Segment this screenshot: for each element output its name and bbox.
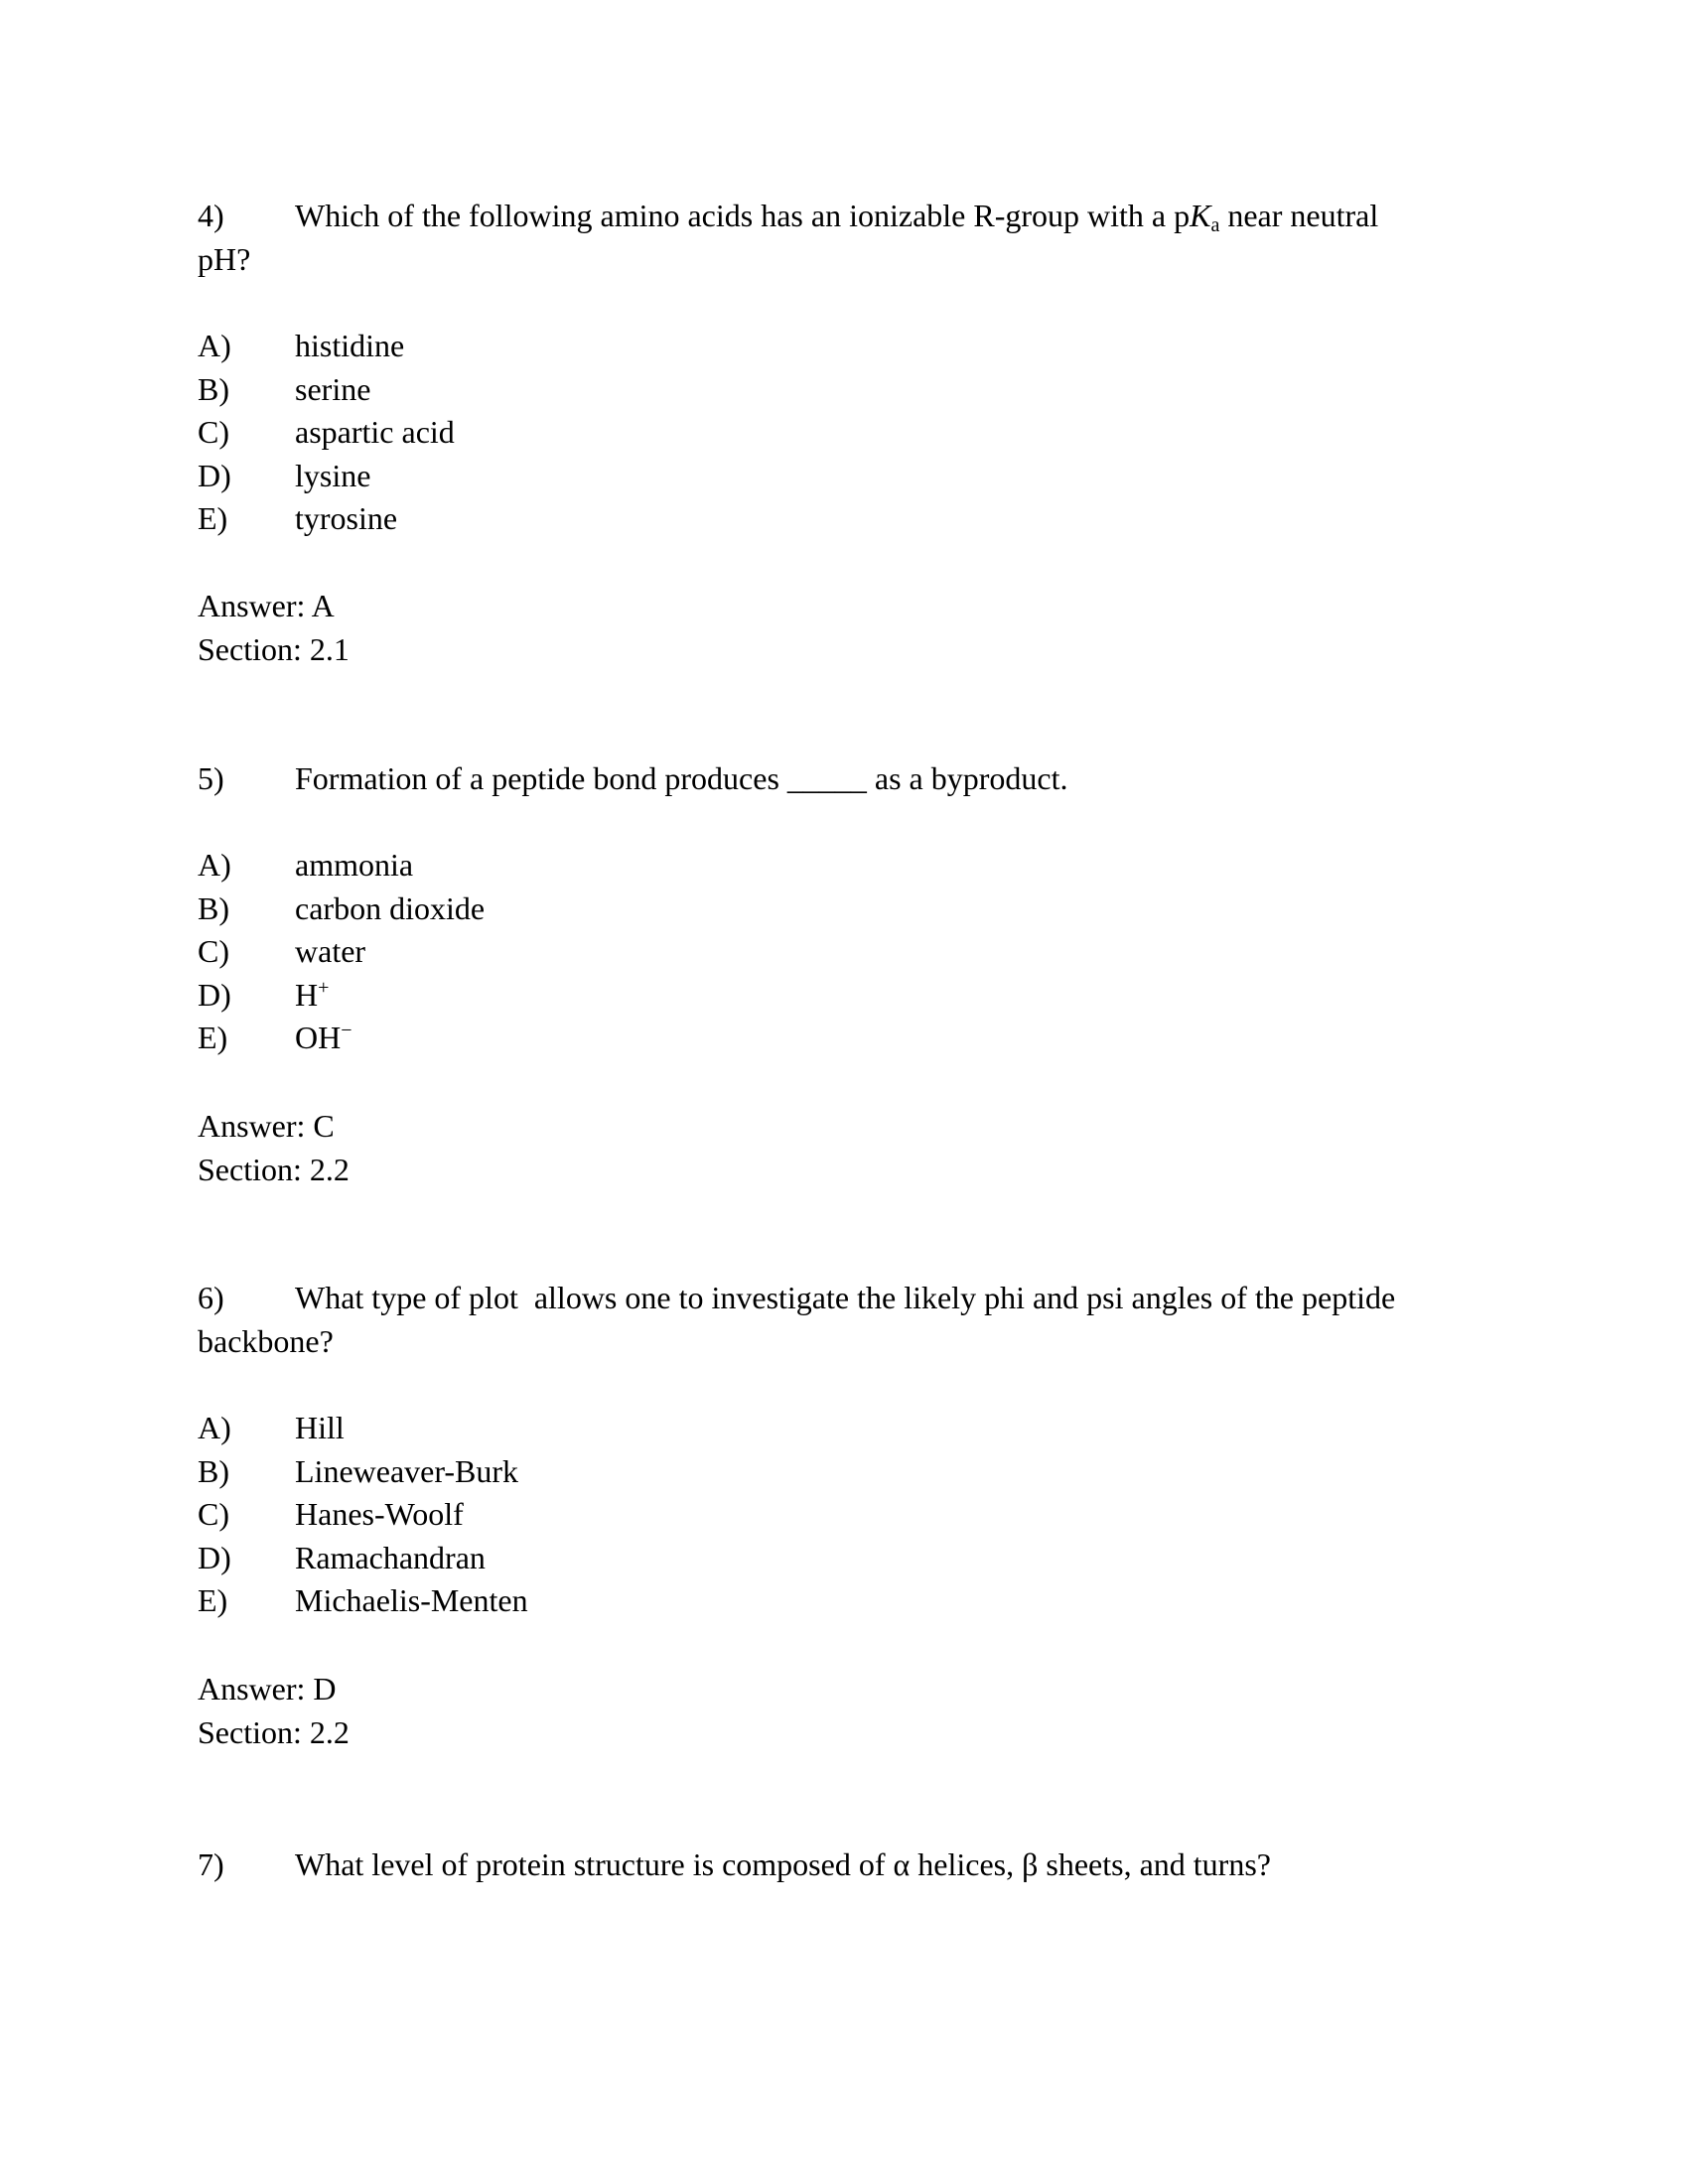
question-4-options (198, 325, 455, 541)
option-b: B) Lineweaver-Burk (198, 1452, 519, 1489)
option-c: C) Hanes-Woolf (198, 1496, 464, 1533)
question-number: 7) (198, 1846, 224, 1882)
option-e: E) OH− (198, 1020, 352, 1056)
option-e: E) Michaelis-Menten (198, 1582, 528, 1619)
question-text: Formation of a peptide bond produces _____ as a byproduct. (295, 760, 1068, 796)
answer-text: Answer: C (198, 1108, 335, 1144)
option-b: B) serine (198, 370, 371, 407)
option-a: A) histidine (198, 328, 405, 363)
question-text: Which of the following amino acids has an ionizable R-group with a $pK_a$ near neutral (295, 198, 1379, 236)
option-e: E) tyrosine (198, 500, 398, 537)
option-d: D) H+ (198, 976, 330, 1013)
question-number: 5) (198, 760, 224, 796)
question-5-options (198, 844, 485, 1060)
question-text-continued: pH? (198, 240, 251, 277)
question-4-stem (198, 195, 1378, 281)
question-number: 4) (198, 198, 224, 233)
answer-text: Answer: A (198, 588, 335, 623)
option-c: C) water (198, 933, 366, 970)
answer-text: Answer: D (198, 1671, 337, 1706)
option-a: A) ammonia (198, 847, 414, 883)
option-d: D) Ramachandran (198, 1539, 486, 1575)
option-d: D) lysine (198, 457, 371, 493)
question-text: What level of protein structure is composed of α helices, β sheets, and turns? (295, 1846, 1271, 1882)
question-6-options (198, 1407, 528, 1623)
question-6-stem (198, 1277, 1395, 1363)
question-5-answer (198, 1105, 350, 1191)
question-text: What type of plot allows one to investigate the likely phi and psi angles of the peptide (295, 1280, 1396, 1315)
section-text: Section: 2.2 (198, 1151, 350, 1187)
question-number: 6) (198, 1280, 224, 1315)
question-6-answer (198, 1668, 350, 1754)
section-text: Section: 2.2 (198, 1713, 350, 1750)
question-text-continued: backbone? (198, 1322, 334, 1359)
option-c: C) aspartic acid (198, 414, 455, 451)
question-7-stem (198, 1843, 1271, 1887)
question-4-answer (198, 585, 350, 671)
section-text: Section: 2.1 (198, 630, 350, 667)
question-5-stem (198, 757, 1068, 801)
option-a: A) Hill (198, 1410, 345, 1445)
option-b: B) carbon dioxide (198, 889, 486, 926)
